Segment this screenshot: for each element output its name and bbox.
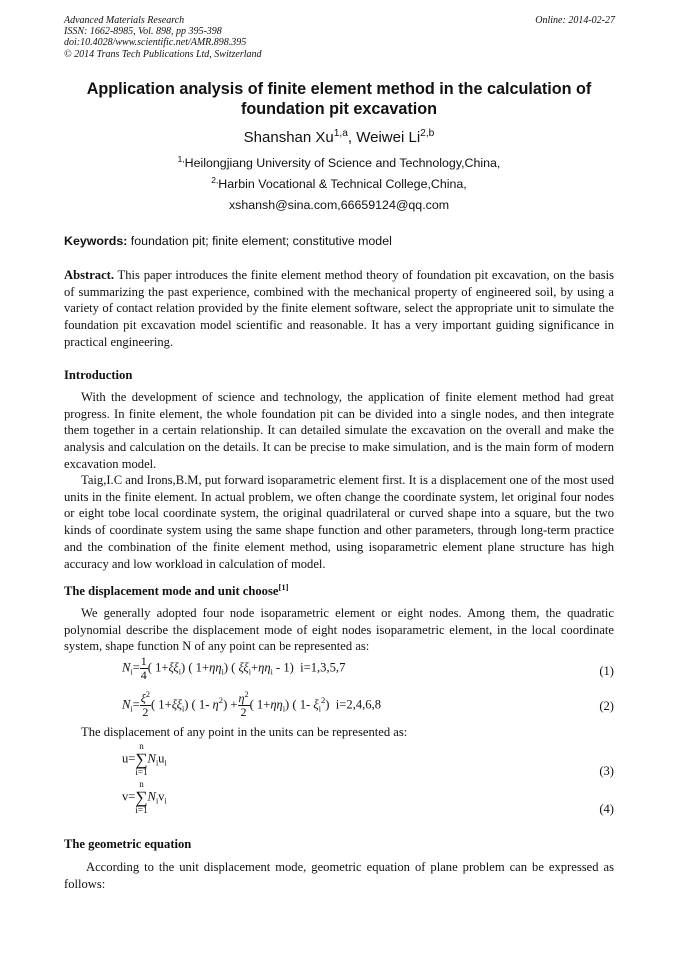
keywords	[64, 234, 392, 248]
issn-line: ISSN: 1662-8985, Vol. 898, pp 395-398	[64, 26, 222, 38]
journal-header	[64, 15, 615, 60]
citation-ref: [1]	[278, 581, 289, 592]
equation-4-number: (4)	[599, 802, 614, 816]
affiliation-1	[64, 153, 614, 170]
equation-2-condition: i=2,4,6,8	[335, 697, 382, 712]
journal-name: Advanced Materials Research	[64, 15, 185, 26]
abstract-label: Abstract.	[64, 268, 115, 282]
equation-2: $N_i=$ $\frac{\xi^2}{2}$ ( $1+\xi\xi_i$) ( 1- $\eta^2$) + $\frac{\eta^2}{2}$ ( $1+\eta\eta_i$) ( 1- $\xi_i^2$) i=2,4,6,8	[122, 690, 382, 719]
equation-3: u=n ∑ $i=1N_iu_i$	[122, 741, 167, 777]
section-heading-introduction: Introduction	[64, 368, 133, 382]
keywords-text: foundation pit; finite element; constitutive model	[127, 234, 392, 248]
intro-paragraph-2: Taig,I.C and Irons,B.M, put forward isoparametric element first. It is a displacement one of the most used units in the finite element. In actual problem, we often change the coordinate system, let original four nodes or eight tobe local coordinate system, the original quadrilateral or curved shape into a square, but the two kinds of coordinate system using the same shape function and other parameters, through long-term practice and the combination of the finite element method, using isoparametric element plane structure has high accuracy and low workload in calculation of model.	[64, 473, 614, 571]
affiliation-text: Harbin Vocational & Technical College,China,	[218, 177, 467, 191]
author-affiliation-mark: 1,a	[333, 128, 348, 139]
abstract	[64, 267, 614, 351]
displacement-paragraph-1: We generally adopted four node isoparametric element or eight nodes. Among them, the quadratic polynomial describe the displacement mode of eight nodes isoparametric element, in the local coordinate system, shape function N of any point can be represented as:	[64, 606, 614, 654]
affiliation-mark: 2,	[211, 174, 219, 185]
affiliation-2	[64, 174, 614, 191]
author-name: Weiwei Li	[356, 129, 421, 146]
online-date: Online: 2014-02-27	[535, 15, 615, 26]
geometric-paragraph-1: According to the unit displacement mode, geometric equation of plane problem can be expressed as follows:	[64, 860, 614, 891]
copyright-line: © 2014 Trans Tech Publications Ltd, Switzerland	[64, 48, 262, 60]
keywords-label: Keywords:	[64, 234, 128, 248]
paper-title	[64, 80, 614, 119]
author-emails: xshansh@sina.com,66659124@qq.com	[228, 198, 450, 212]
title-line-2: foundation pit excavation	[240, 99, 438, 118]
equation-1-number: (1)	[599, 664, 614, 678]
section-heading-displacement: The displacement mode and unit choose[1]	[64, 581, 289, 598]
author-list	[64, 129, 614, 146]
equation-4: v=n ∑ $i=1N_iv_i$	[122, 779, 167, 815]
affiliation-mark: 1,	[177, 153, 185, 164]
abstract-text: This paper introduces the finite element method theory of foundation pit excavation, on the basis of summarizing the past experience, combined with the mechanical property of engineered soil, by using a variety of contact relation provided by the finite element software, select the appropriate unit to simulate the foundation pit excavation model scientific and reasonable. It has a very important guiding significance in practical engineering.	[64, 268, 614, 349]
author-name: Shanshan Xu	[243, 129, 334, 146]
author-separator: ,	[347, 129, 357, 146]
intro-paragraph-1: With the development of science and technology, the application of finite element method had great progress. In finite element, the whole foundation pit can be divided into a single nodes, and then integrate them together in a certain relationship. It can detailed simulate the excavation on the overall and make the analysis and calculation on the details. It can be precise to make simulation, and is the main form of modern excavation model.	[64, 390, 614, 471]
displacement-paragraph-2: The displacement of any point in the units can be represented as:	[81, 725, 408, 739]
equation-1-condition: i=1,3,5,7	[300, 660, 346, 675]
author-affiliation-mark: 2,b	[420, 128, 435, 139]
section-heading-geometric: The geometric equation	[64, 837, 192, 851]
title-line-1: Application analysis of finite element method in the calculation of	[86, 80, 592, 98]
equation-1: $N_i=$ $\frac{1}{4}$ ( $1+\xi\xi_i$) ( $1+\eta\eta_i$) ( $\xi\xi_i+\eta\eta_i - 1$) i=1,3,5,7	[122, 654, 346, 682]
doi-line: doi:10.4028/www.scientific.net/AMR.898.395	[64, 37, 247, 49]
affiliation-text: Heilongjiang University of Science and Technology,China,	[184, 156, 501, 170]
equation-2-number: (2)	[599, 699, 614, 713]
equation-3-number: (3)	[599, 764, 614, 778]
